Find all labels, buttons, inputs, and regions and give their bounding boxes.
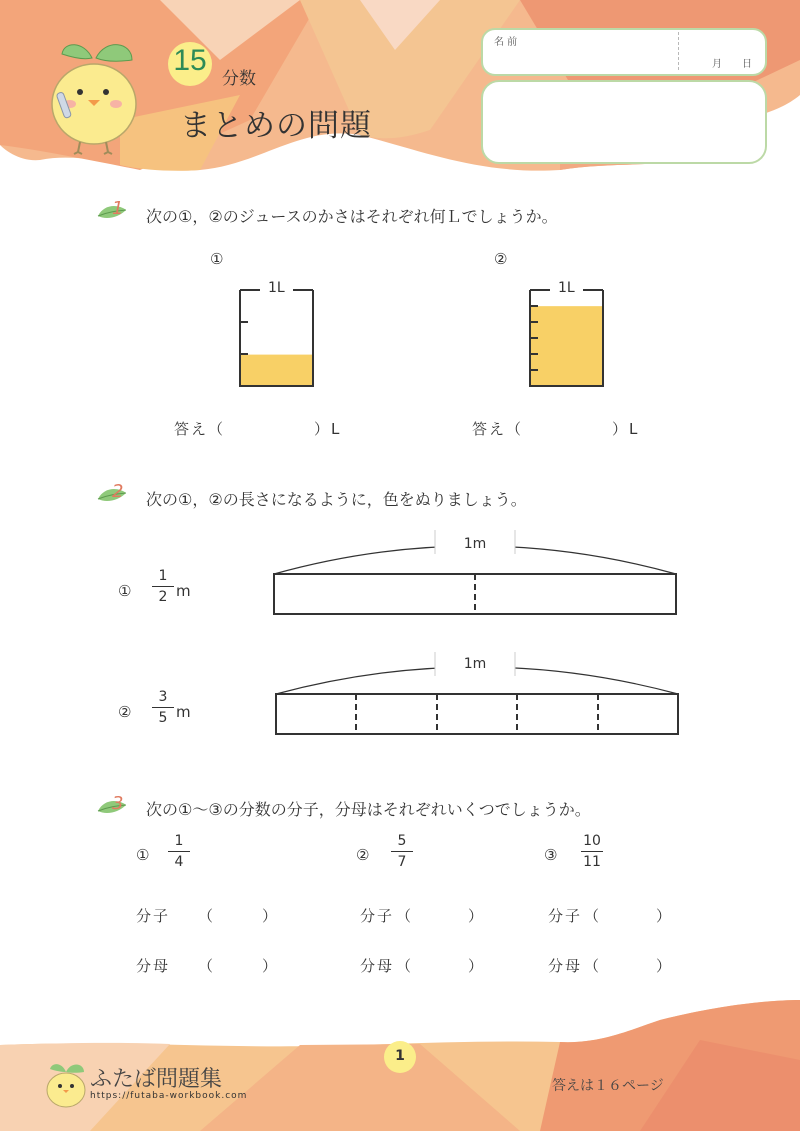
- q3-item1-denominator-label: 分母: [136, 957, 171, 975]
- q3-item1-fraction: [164, 833, 194, 870]
- q1-cup2-juice: [531, 306, 602, 385]
- q1-item1-answer-prefix: 答え（: [174, 420, 226, 438]
- q3-item2-denominator-open: （: [396, 957, 414, 975]
- score-box[interactable]: [481, 80, 767, 164]
- q3-item3-denominator-label: 分母: [548, 957, 583, 975]
- unit-category: 分数: [222, 69, 256, 89]
- q3-instruction: 次の①～③の分数の分子，分母はそれぞれいくつでしょうか。: [146, 800, 591, 819]
- q3-item2-denominator-close: ）: [468, 957, 486, 975]
- name-box-divider: [678, 32, 679, 70]
- answer-page-note: 答えは１６ページ: [552, 1078, 664, 1094]
- q2-instruction: 次の①，②の長さになるように，色をぬりましょう。: [146, 490, 527, 509]
- brand-logo-icon: [44, 1060, 88, 1108]
- day-label: 日: [742, 59, 752, 70]
- q3-item3-numerator-close: ）: [656, 907, 674, 925]
- q3-item2-marker: ②: [356, 846, 370, 864]
- q3-item1-numerator-close: ）: [262, 907, 280, 925]
- q2-item2-fraction: [148, 689, 178, 726]
- q1-item2-marker: ②: [494, 250, 508, 268]
- q3-item3-marker: ③: [544, 846, 558, 864]
- q1-item1-answer-suffix: ）L: [314, 420, 342, 438]
- q3-item3-numerator-label: 分子: [548, 907, 583, 925]
- q2-item2-unit: m: [176, 703, 191, 721]
- q3-item3-denominator-close: ）: [656, 957, 674, 975]
- q2-item2-denominator: 5: [158, 710, 168, 726]
- q2-item1-unit: m: [176, 582, 191, 600]
- month-label: 月: [712, 59, 722, 70]
- q3-item2-fraction: [387, 833, 417, 870]
- q1-item2-answer-suffix: ）L: [612, 420, 640, 438]
- q2-bar1-label: 1m: [463, 536, 487, 552]
- q3-item2-denominator-label: 分母: [360, 957, 395, 975]
- q3-item2-numerator-label: 分子: [360, 907, 395, 925]
- question-number-2: 2: [112, 481, 124, 502]
- name-box[interactable]: [481, 28, 767, 76]
- q3-item2-numerator-open: （: [396, 907, 414, 925]
- q2-item2-marker: ②: [118, 703, 132, 721]
- question-number-1: 1: [112, 198, 124, 219]
- q3-item3-denominator: 11: [583, 854, 601, 870]
- q3-item3-numerator-open: （: [584, 907, 602, 925]
- q1-cup1-juice: [241, 355, 312, 385]
- q3-item1-marker: ①: [136, 846, 150, 864]
- question-number-3: 3: [112, 793, 124, 814]
- q3-item1-denominator-open: （: [198, 957, 216, 975]
- q1-instruction: 次の①，②のジュースのかさはそれぞれ何Ｌでしょうか。: [146, 207, 558, 226]
- q2-item1-fraction: [148, 568, 178, 605]
- name-label: 名 前: [494, 37, 518, 48]
- q2-item1-numerator: 1: [158, 568, 168, 584]
- page-number: 1: [395, 1048, 405, 1064]
- q3-item1-numerator: 1: [174, 833, 184, 849]
- q3-item3-numerator: 10: [583, 833, 601, 849]
- q2-bar2-label: 1m: [463, 656, 487, 672]
- q1-cup2-label: 1L: [558, 280, 575, 296]
- q1-item2-answer-prefix: 答え（: [472, 420, 524, 438]
- chick-mascot: [44, 36, 144, 156]
- q3-item3-denominator-open: （: [584, 957, 602, 975]
- page-title: まとめの問題: [180, 108, 372, 144]
- q3-item2-denominator: 7: [397, 854, 407, 870]
- q3-item3-fraction: [577, 833, 607, 870]
- q3-item2-numerator: 5: [397, 833, 407, 849]
- q3-item1-numerator-label: 分子: [136, 907, 171, 925]
- q3-item1-denominator-close: ）: [262, 957, 280, 975]
- q1-item1-marker: ①: [210, 250, 224, 268]
- q3-item1-denominator: 4: [174, 854, 184, 870]
- q3-item2-numerator-close: ）: [468, 907, 486, 925]
- q2-item1-denominator: 2: [158, 589, 168, 605]
- q2-item2-numerator: 3: [158, 689, 168, 705]
- q2-item1-marker: ①: [118, 582, 132, 600]
- q3-item1-numerator-open: （: [198, 907, 216, 925]
- unit-number: 15: [173, 44, 207, 77]
- brand-name: ふたば問題集: [90, 1067, 223, 1092]
- q1-cup1-label: 1L: [268, 280, 285, 296]
- brand-url[interactable]: https://futaba-workbook.com: [90, 1091, 248, 1101]
